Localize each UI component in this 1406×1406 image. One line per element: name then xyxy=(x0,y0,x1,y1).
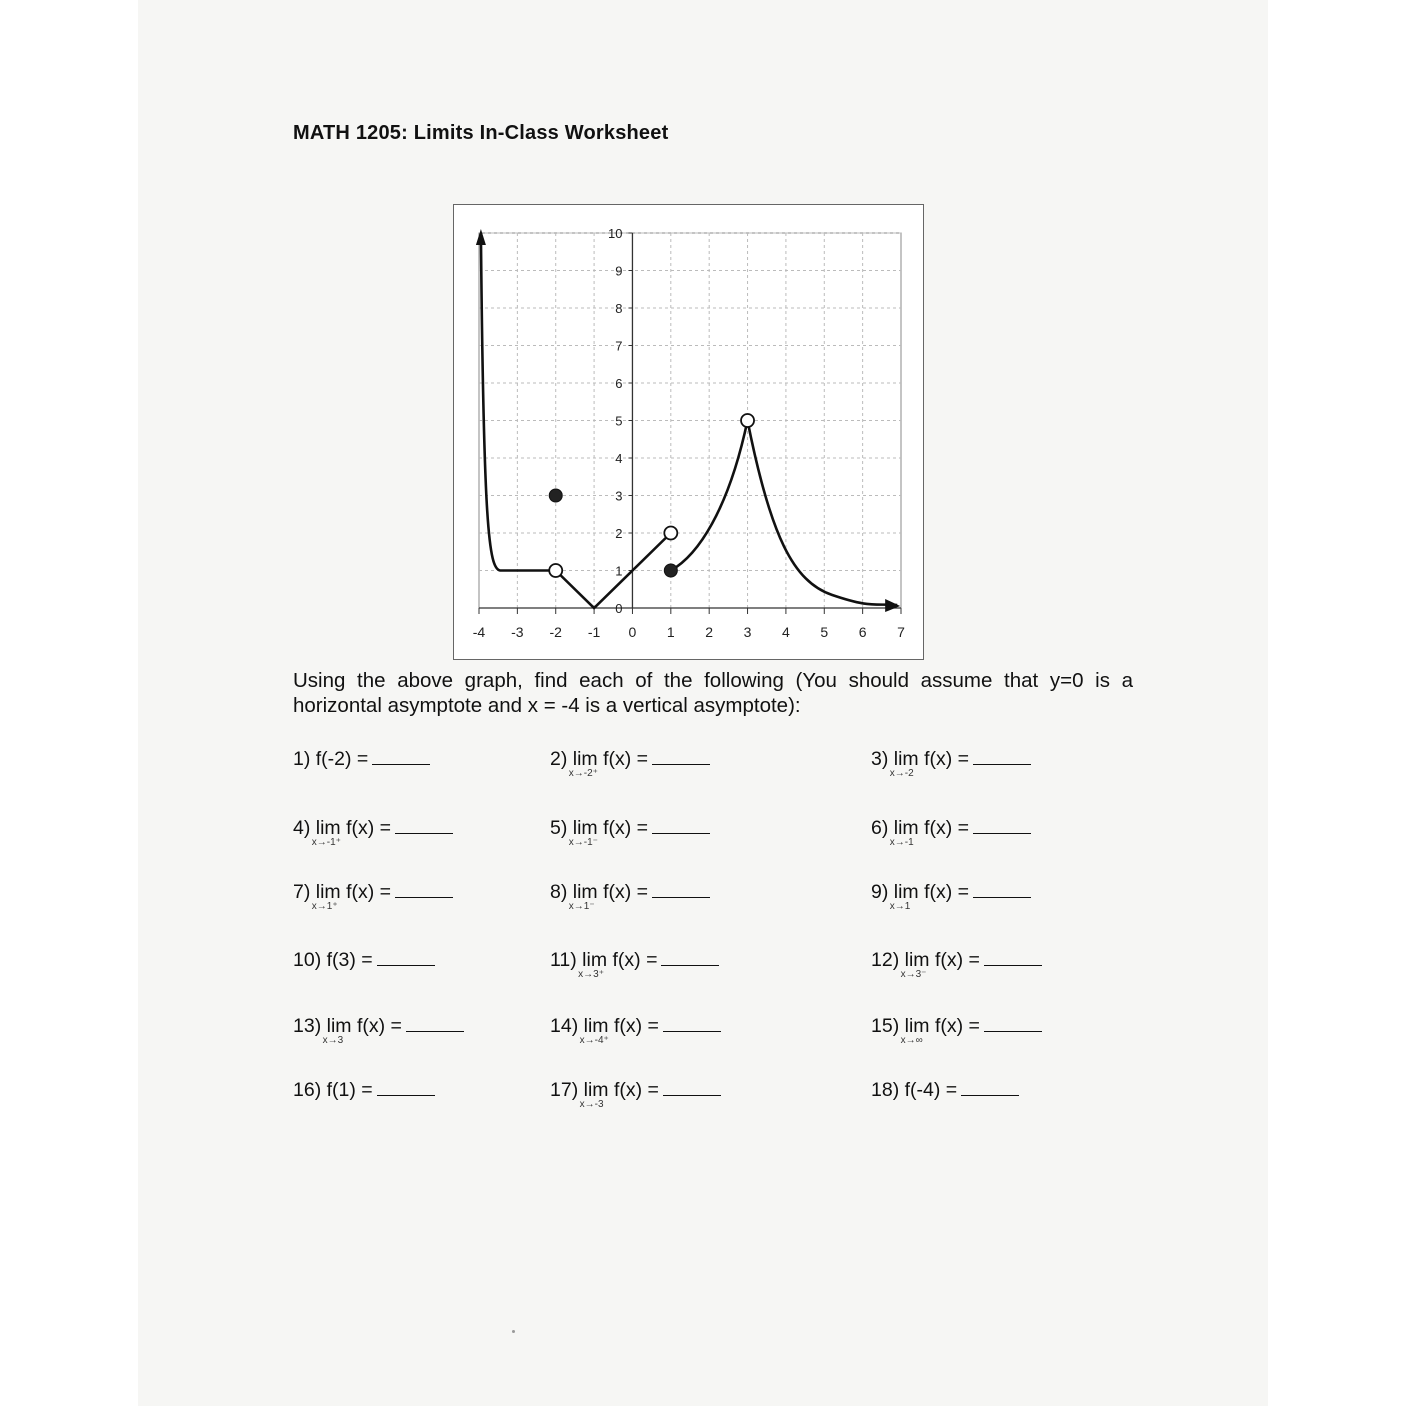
limit-operator xyxy=(568,817,598,848)
answer-blank[interactable] xyxy=(984,1030,1042,1032)
curve-decay xyxy=(748,421,898,606)
answer-blank[interactable] xyxy=(663,1030,721,1032)
limit-subscript: x→-2 xyxy=(889,768,914,779)
y-tick-label: 6 xyxy=(615,376,623,391)
lim-word: lim xyxy=(583,1079,609,1101)
answer-blank[interactable] xyxy=(395,832,453,834)
problem-number: 9) xyxy=(871,881,889,903)
limit-operator xyxy=(900,1015,930,1046)
limit-operator xyxy=(889,881,919,912)
problem-number: 13) xyxy=(293,1015,322,1037)
limit-subscript: x→3 xyxy=(322,1035,344,1046)
problem-12 xyxy=(871,949,1042,980)
limit-operator xyxy=(568,748,598,779)
y-tick-label: 4 xyxy=(615,451,623,466)
x-tick-label: 2 xyxy=(705,624,714,640)
answer-blank[interactable] xyxy=(406,1030,464,1032)
function-expression: f(x) = xyxy=(603,817,649,839)
limit-operator xyxy=(322,1015,352,1046)
function-expression: f(x) = xyxy=(346,881,392,903)
open-point xyxy=(664,527,677,540)
limit-subscript: x→1⁺ xyxy=(311,901,338,912)
problem-5 xyxy=(550,817,710,848)
problem-4 xyxy=(293,817,453,848)
function-expression: f(3) = xyxy=(326,949,373,971)
graph-svg xyxy=(454,205,925,661)
lim-word: lim xyxy=(893,817,919,839)
problem-number: 14) xyxy=(550,1015,579,1037)
x-tick-label: 4 xyxy=(782,624,790,640)
function-expression: f(x) = xyxy=(924,748,970,770)
problem-number: 2) xyxy=(550,748,568,770)
y-tick-label: 10 xyxy=(607,226,623,241)
problem-7 xyxy=(293,881,453,912)
y-tick-label: 0 xyxy=(615,601,623,616)
problem-10 xyxy=(293,949,435,972)
curve-left-branch xyxy=(481,233,556,571)
function-expression: f(x) = xyxy=(603,748,649,770)
curve-arrow-up xyxy=(476,229,486,245)
problem-number: 10) xyxy=(293,949,322,971)
y-tick-label: 1 xyxy=(615,563,623,579)
lim-word: lim xyxy=(904,1015,930,1037)
lim-word: lim xyxy=(572,817,598,839)
x-tick-label: 3 xyxy=(743,624,752,640)
answer-blank[interactable] xyxy=(663,1094,721,1096)
y-tick-label: 5 xyxy=(615,413,623,429)
y-tick-label: 9 xyxy=(615,263,623,279)
limit-operator xyxy=(889,817,919,848)
x-tick-label: -1 xyxy=(587,624,601,640)
lim-word: lim xyxy=(572,881,598,903)
function-expression: f(x) = xyxy=(924,881,970,903)
open-point xyxy=(741,414,754,427)
lim-word: lim xyxy=(583,1015,609,1037)
function-expression: f(-2) = xyxy=(315,748,369,770)
function-expression: f(x) = xyxy=(612,949,658,971)
problem-17 xyxy=(550,1079,721,1110)
lim-word: lim xyxy=(582,949,608,971)
problem-8 xyxy=(550,881,710,912)
x-tick-label: -4 xyxy=(472,624,486,640)
problem-1 xyxy=(293,748,430,771)
problem-number: 3) xyxy=(871,748,889,770)
answer-blank[interactable] xyxy=(973,832,1031,834)
problem-number: 4) xyxy=(293,817,311,839)
x-tick-label: 0 xyxy=(628,624,637,640)
problem-6 xyxy=(871,817,1031,848)
answer-blank[interactable] xyxy=(372,763,430,765)
limit-operator xyxy=(568,881,598,912)
y-tick-label: 8 xyxy=(615,301,623,316)
problem-number: 1) xyxy=(293,748,311,770)
curve-arrow-right xyxy=(885,599,900,612)
function-expression: f(1) = xyxy=(326,1079,373,1101)
limit-subscript: x→1 xyxy=(889,901,911,912)
problem-15 xyxy=(871,1015,1042,1046)
x-tick-label: -2 xyxy=(549,624,562,640)
y-tick-label: 7 xyxy=(615,338,623,354)
y-tick-label: 3 xyxy=(615,488,623,504)
closed-point xyxy=(549,489,562,502)
x-tick-label: -3 xyxy=(511,624,524,640)
problem-number: 8) xyxy=(550,881,568,903)
limit-subscript: x→-1⁻ xyxy=(568,837,598,848)
answer-blank[interactable] xyxy=(652,896,710,898)
open-point xyxy=(549,564,562,577)
limit-operator xyxy=(579,1015,609,1046)
answer-blank[interactable] xyxy=(961,1094,1019,1096)
problem-number: 15) xyxy=(871,1015,900,1037)
answer-blank[interactable] xyxy=(377,964,435,966)
lim-word: lim xyxy=(893,748,919,770)
function-graph xyxy=(453,204,924,660)
function-expression: f(x) = xyxy=(613,1015,659,1037)
instructions-text: Using the above graph, find each of the following (You should assume that y=0 is a horizontal asymptote and x = -4 is a vertical asymptote): xyxy=(293,669,1133,717)
answer-blank[interactable] xyxy=(973,896,1031,898)
y-tick-label: 2 xyxy=(615,526,623,541)
limit-subscript: x→-4⁺ xyxy=(579,1035,609,1046)
problem-number: 12) xyxy=(871,949,900,971)
function-expression: f(-4) = xyxy=(904,1079,958,1101)
problem-2 xyxy=(550,748,710,779)
function-expression: f(x) = xyxy=(603,881,649,903)
answer-blank[interactable] xyxy=(395,896,453,898)
limit-operator xyxy=(579,1079,609,1110)
problem-9 xyxy=(871,881,1031,912)
function-expression: f(x) = xyxy=(934,949,980,971)
problem-13 xyxy=(293,1015,464,1046)
lim-word: lim xyxy=(904,949,930,971)
problem-number: 5) xyxy=(550,817,568,839)
problem-11 xyxy=(550,949,719,980)
limit-operator xyxy=(311,817,341,848)
answer-blank[interactable] xyxy=(661,964,719,966)
limit-subscript: x→-2⁺ xyxy=(568,768,598,779)
problem-number: 16) xyxy=(293,1079,322,1101)
limit-subscript: x→-1 xyxy=(889,837,914,848)
lim-word: lim xyxy=(315,817,341,839)
problem-number: 7) xyxy=(293,881,311,903)
x-tick-label: 1 xyxy=(666,624,675,640)
limit-operator xyxy=(311,881,341,912)
closed-point xyxy=(664,564,677,577)
limit-operator xyxy=(578,949,608,980)
problem-3 xyxy=(871,748,1031,779)
function-expression: f(x) = xyxy=(356,1015,402,1037)
limit-subscript: x→3⁺ xyxy=(578,969,605,980)
lim-word: lim xyxy=(315,881,341,903)
problem-18 xyxy=(871,1079,1019,1102)
problem-14 xyxy=(550,1015,721,1046)
problem-number: 6) xyxy=(871,817,889,839)
answer-blank[interactable] xyxy=(652,832,710,834)
paper-speck xyxy=(512,1330,515,1333)
limit-subscript: x→1⁻ xyxy=(568,901,595,912)
answer-blank[interactable] xyxy=(984,964,1042,966)
x-tick-label: 6 xyxy=(858,624,867,640)
limit-operator xyxy=(889,748,919,779)
answer-blank[interactable] xyxy=(377,1094,435,1096)
problem-16 xyxy=(293,1079,435,1102)
limit-subscript: x→-3 xyxy=(579,1099,604,1110)
lim-word: lim xyxy=(326,1015,352,1037)
function-expression: f(x) = xyxy=(613,1079,659,1101)
problem-number: 17) xyxy=(550,1079,579,1101)
x-tick-label: 5 xyxy=(820,624,829,640)
limit-subscript: x→-1⁺ xyxy=(311,837,341,848)
problem-number: 11) xyxy=(550,949,577,971)
limit-operator xyxy=(900,949,930,980)
limit-subscript: x→3⁻ xyxy=(900,969,927,980)
function-expression: f(x) = xyxy=(924,817,970,839)
x-tick-label: 7 xyxy=(897,624,905,640)
function-expression: f(x) = xyxy=(934,1015,980,1037)
function-expression: f(x) = xyxy=(346,817,392,839)
limit-subscript: x→∞ xyxy=(900,1035,923,1046)
worksheet-title: MATH 1205: Limits In-Class Worksheet xyxy=(293,122,669,144)
answer-blank[interactable] xyxy=(973,763,1031,765)
lim-word: lim xyxy=(572,748,598,770)
answer-blank[interactable] xyxy=(652,763,710,765)
lim-word: lim xyxy=(893,881,919,903)
problem-number: 18) xyxy=(871,1079,900,1101)
